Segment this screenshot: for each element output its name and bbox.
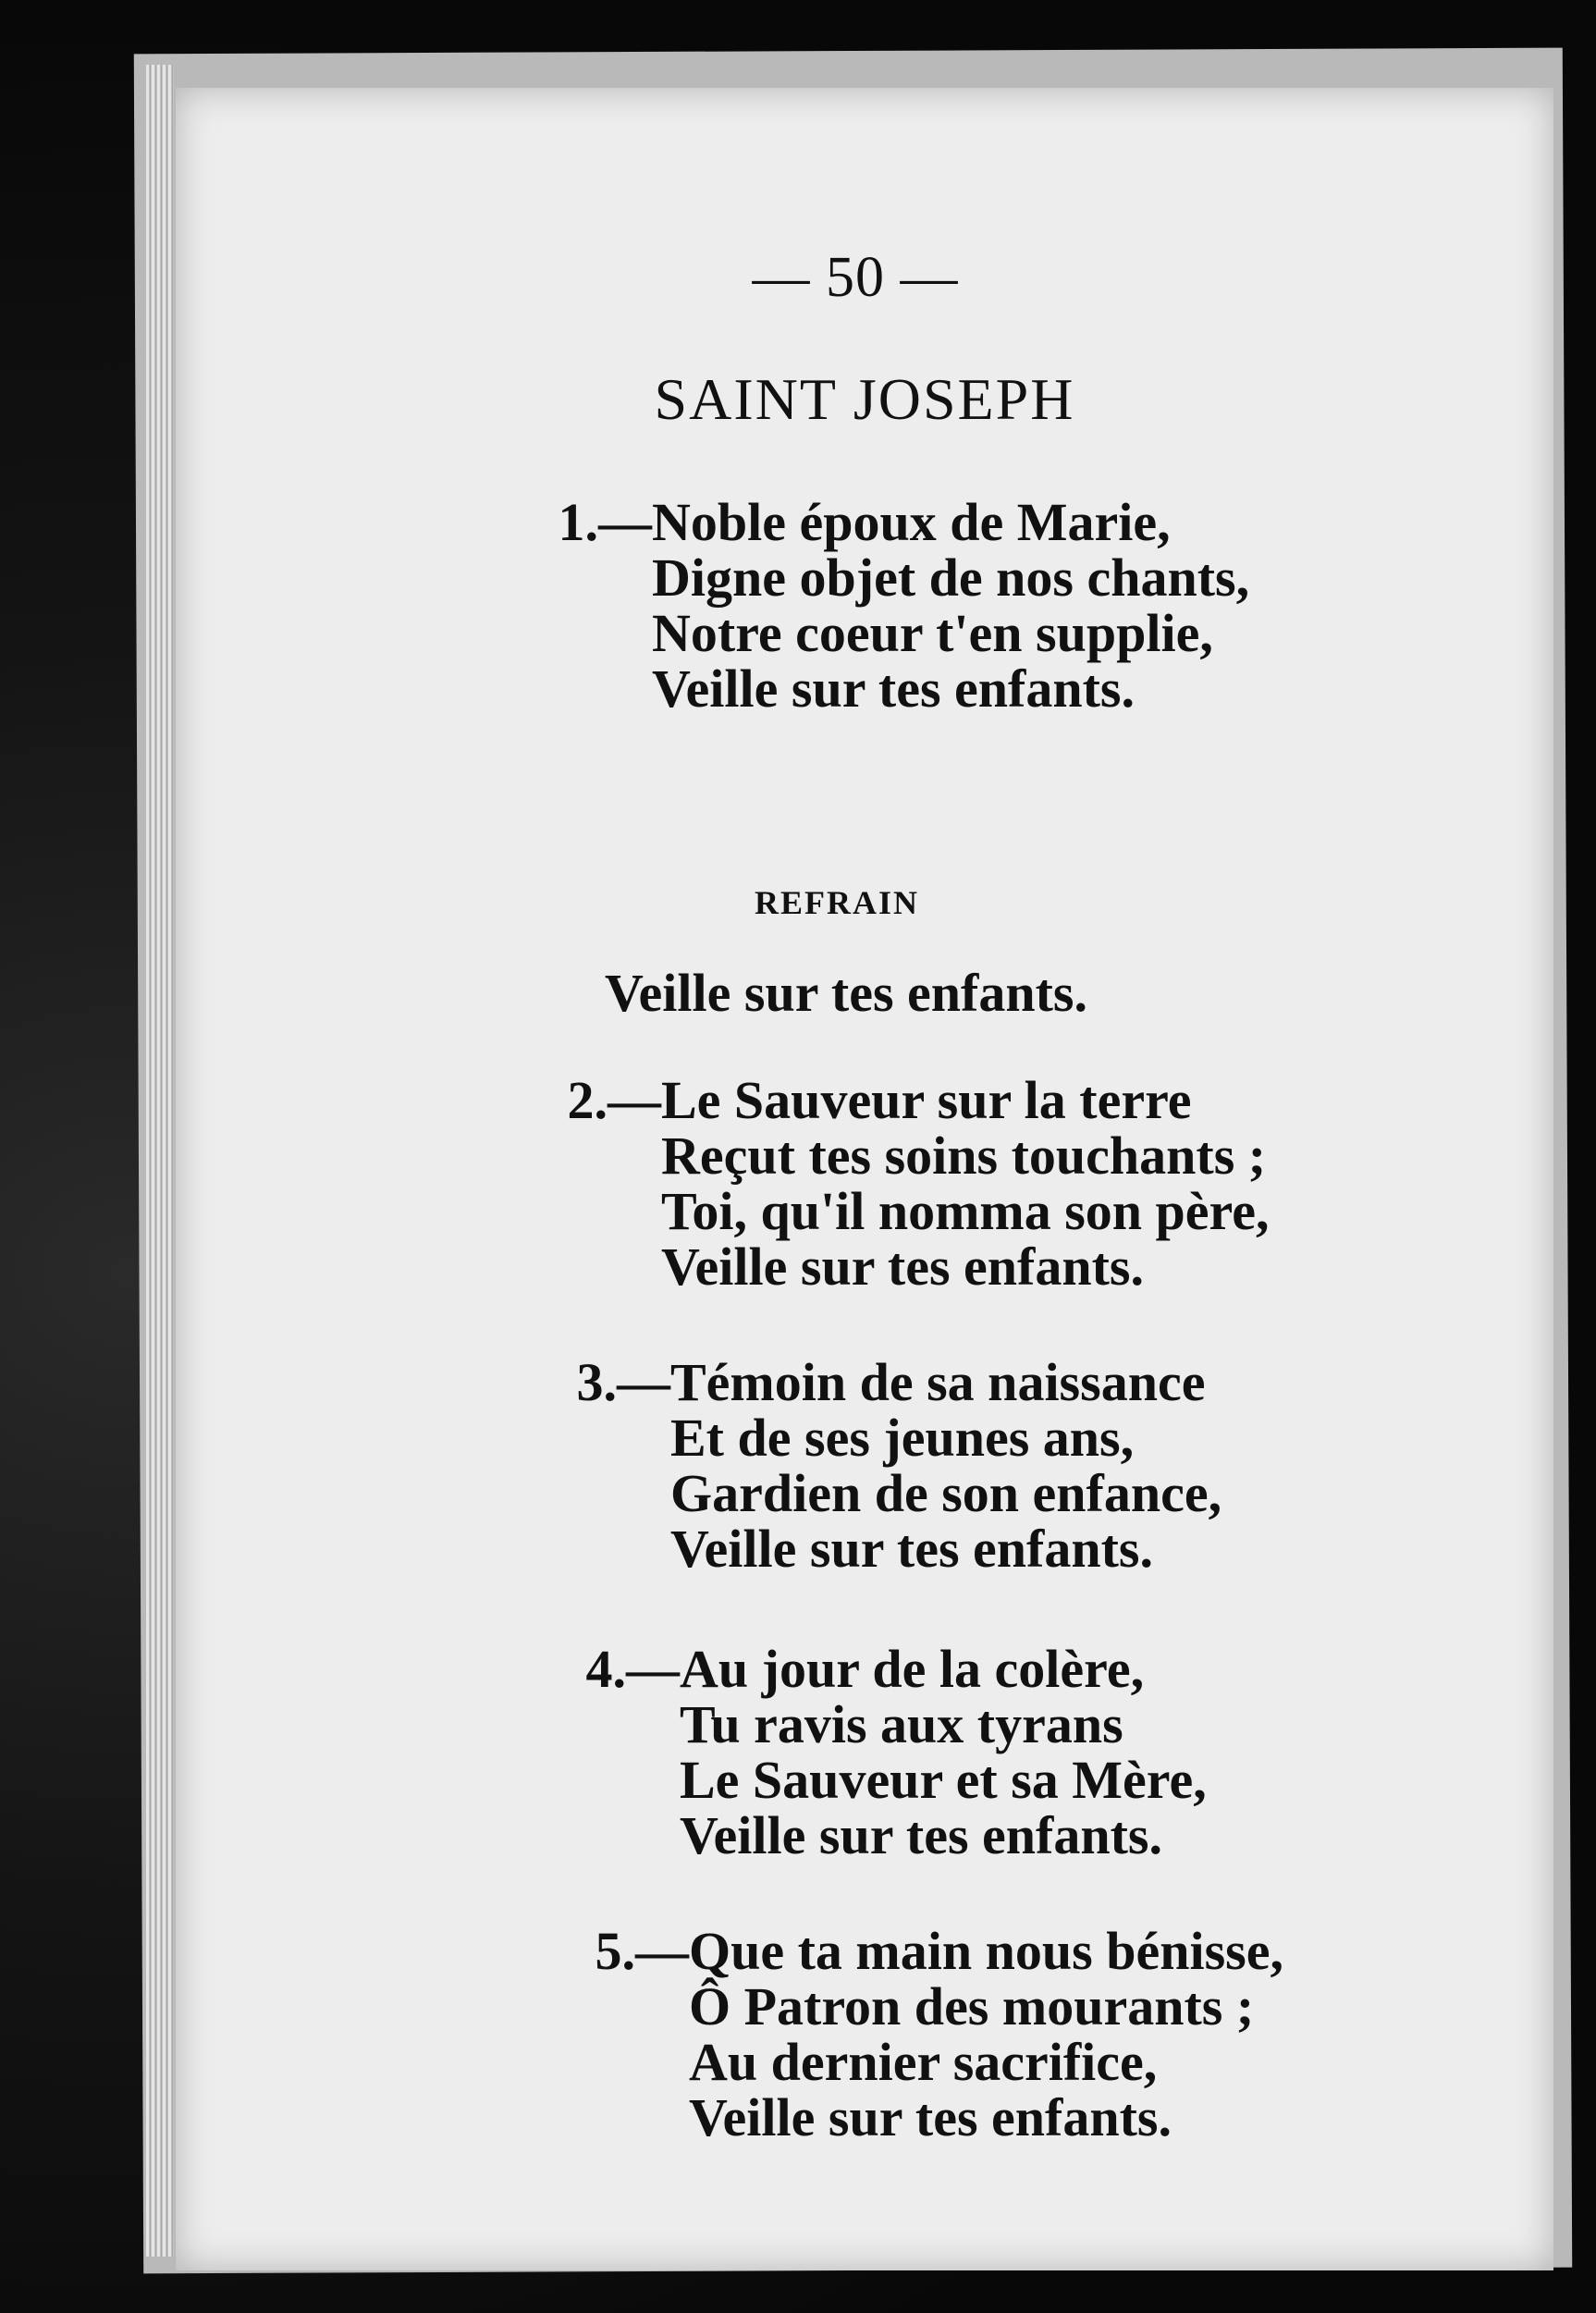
page-number: — 50 — [752,246,959,309]
stanza-line: Au jour de la colère, [680,1639,1145,1699]
stanza-line: Ô Patron des mourants ; [689,1976,1255,2036]
stanza-line: Veille sur tes enfants. [652,658,1135,719]
stanza-line: Le Sauveur et sa Mère, [680,1750,1207,1810]
stanza-number: 2.— [567,1070,661,1130]
stanza-5 [583,1921,1283,2147]
stanza-number: 4.— [585,1639,680,1699]
stanza-2 [555,1070,1270,1297]
stanza-line: Veille sur tes enfants. [661,1236,1144,1297]
stanza-4 [573,1639,1207,1865]
stanza-line: Gardien de son enfance, [670,1463,1222,1523]
stanza-line: Veille sur tes enfants. [670,1519,1153,1579]
stanza-line: Au dernier sacrifice, [689,2032,1158,2092]
page-title: SAINT JOSEPH [654,366,1075,432]
stanza-line: Veille sur tes enfants. [680,1805,1162,1865]
stanza-number: 3.— [576,1352,670,1412]
stanza-line: Que ta main nous bénisse, [689,1921,1283,1981]
refrain-label: REFRAIN [754,884,919,921]
stanza-line: Témoin de sa naissance [670,1352,1206,1412]
stanza-line: Digne objet de nos chants, [652,547,1250,608]
stanza-number: 1.— [558,492,652,552]
refrain-text: Veille sur tes enfants. [605,963,1087,1023]
book-page [176,88,1553,2270]
stanza-line: Tu ravis aux tyrans [680,1694,1123,1754]
page-edges [146,65,174,2257]
stanza-1 [546,492,1250,719]
stanza-3 [564,1352,1222,1579]
stanza-line: Le Sauveur sur la terre [661,1070,1192,1130]
stanza-line: Notre coeur t'en supplie, [652,603,1213,663]
stanza-line: Veille sur tes enfants. [689,2087,1172,2147]
stanza-line: Et de ses jeunes ans, [670,1408,1135,1468]
page-content [176,88,1553,2270]
stanza-line: Toi, qu'il nomma son père, [661,1181,1270,1241]
stanza-line: Noble époux de Marie, [652,492,1171,552]
stanza-number: 5.— [595,1921,689,1981]
stanza-line: Reçut tes soins touchants ; [661,1126,1267,1186]
